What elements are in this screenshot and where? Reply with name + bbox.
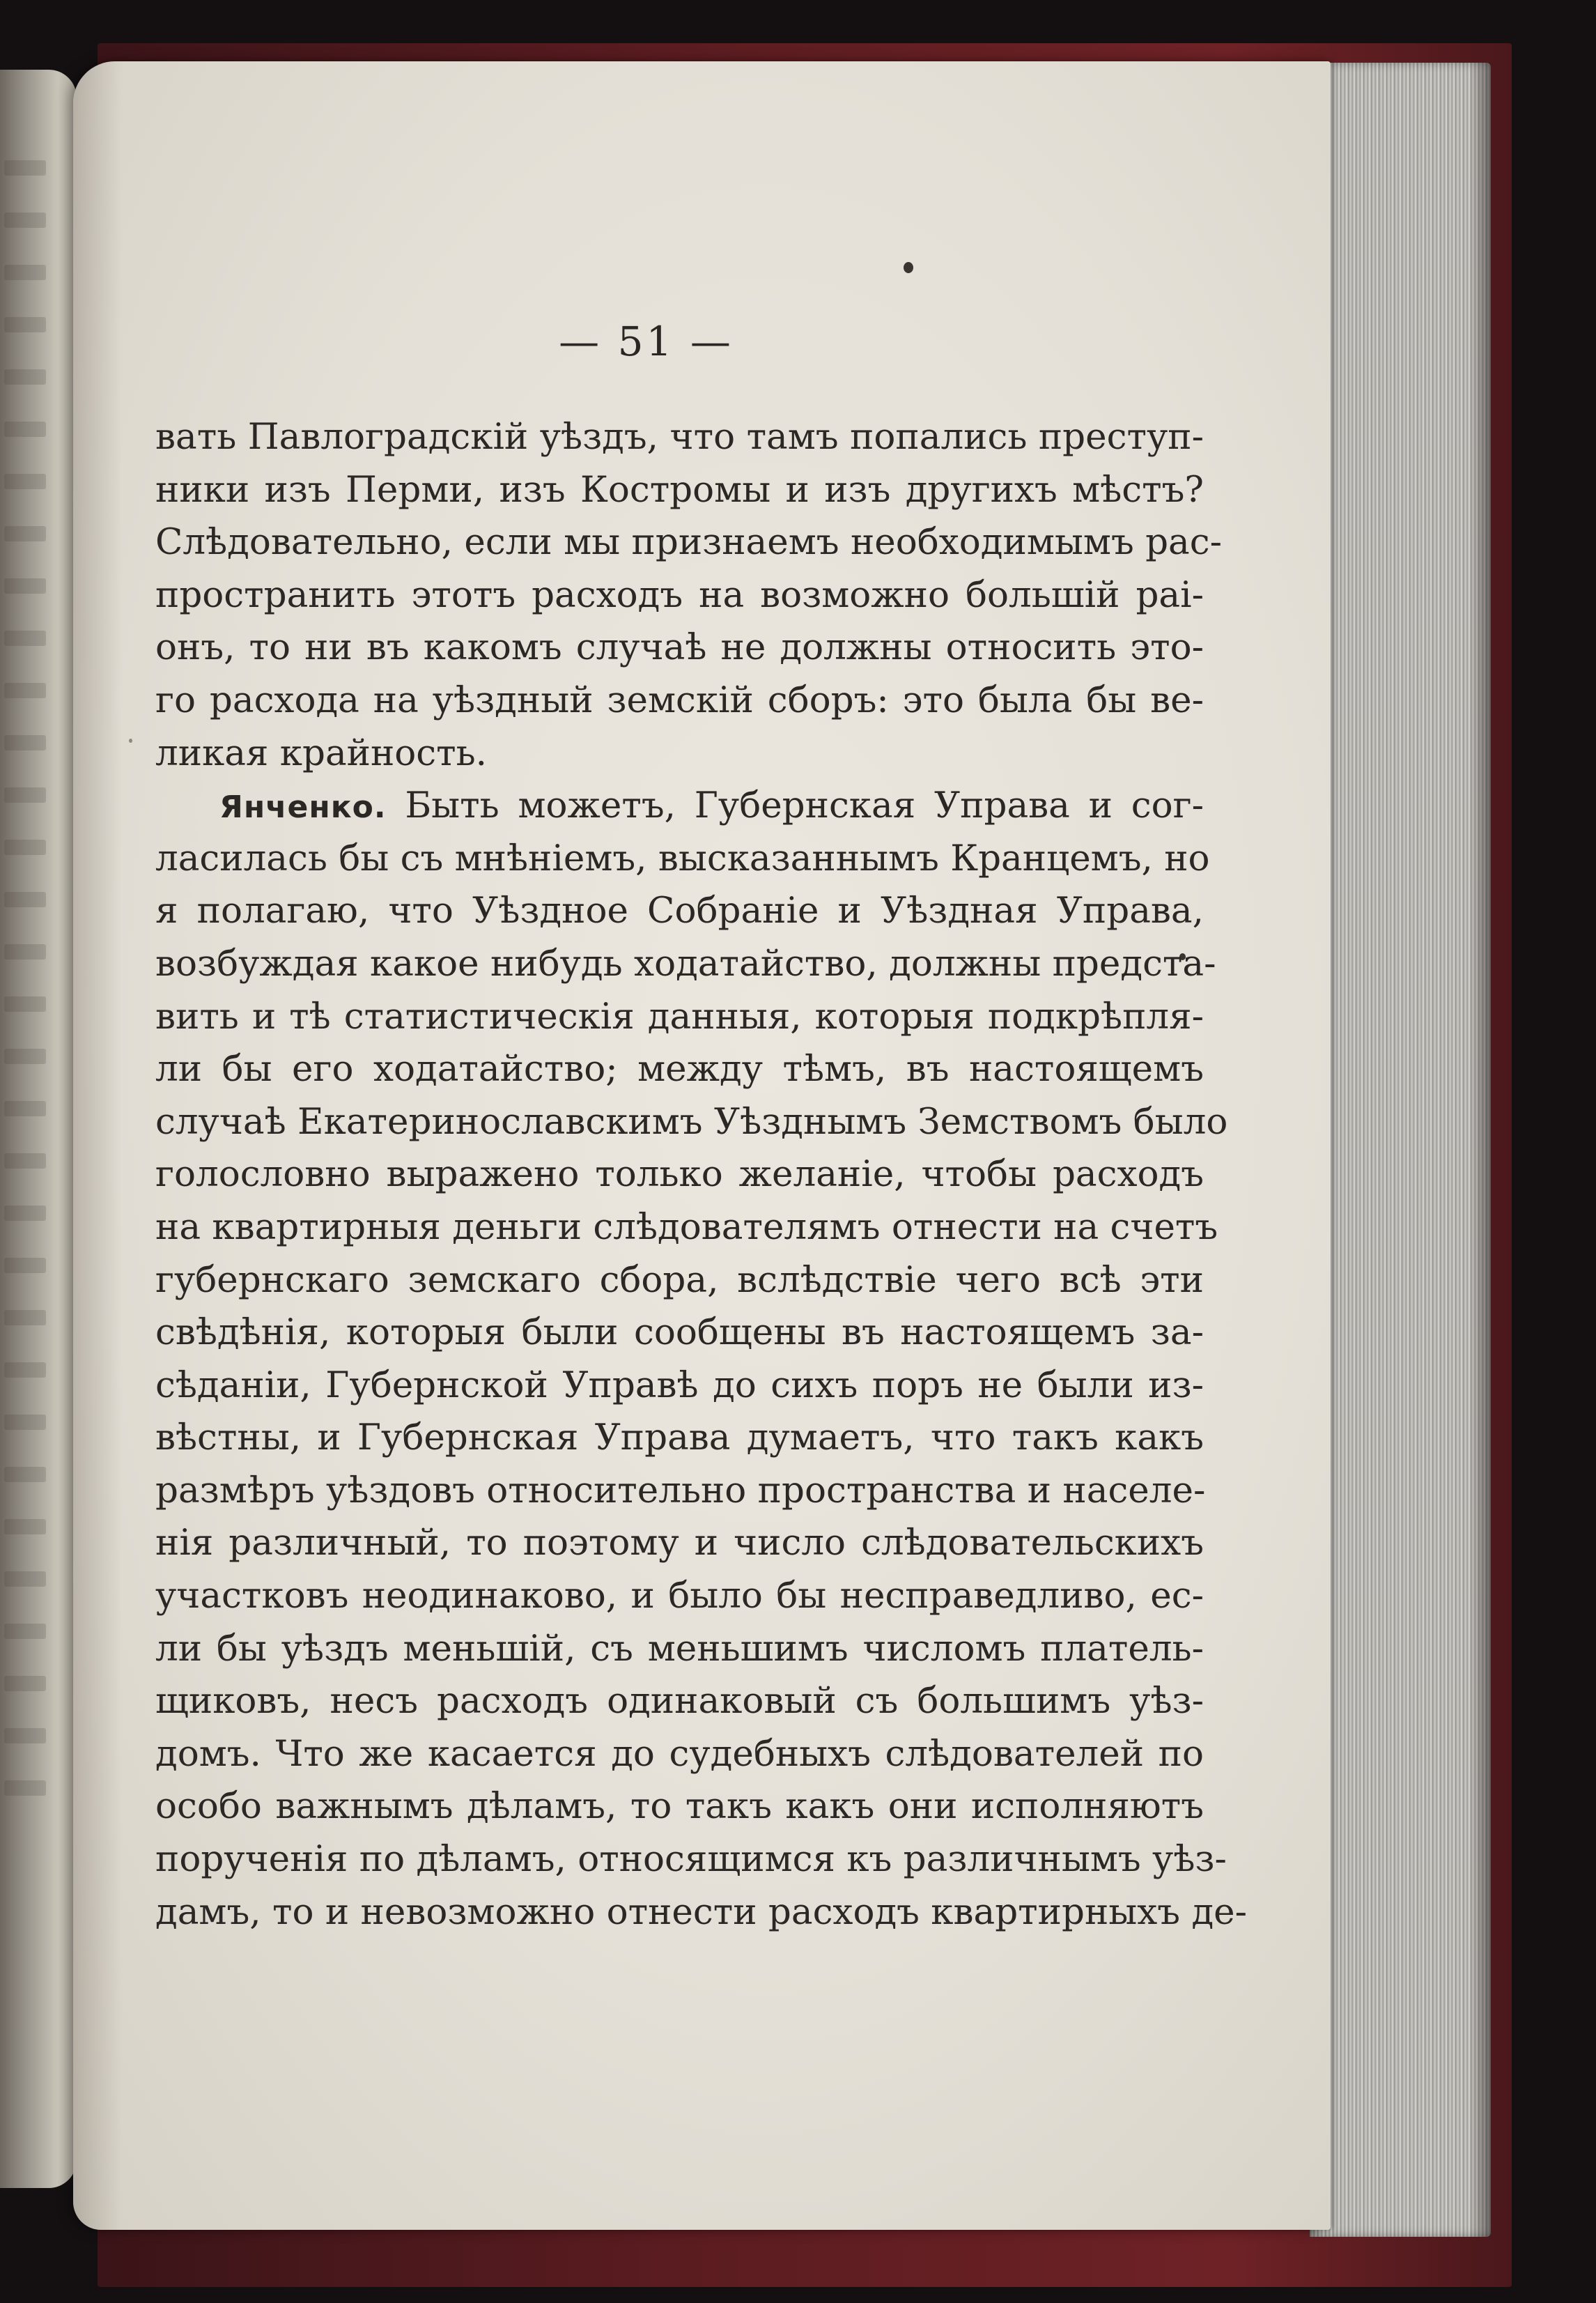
text-line: вать Павлоградскій уѣздъ, что тамъ попались преступ- bbox=[155, 416, 1204, 458]
ink-speck bbox=[129, 739, 132, 743]
text-run: Быть можетъ, Губернская Управа и сог- bbox=[405, 785, 1204, 827]
previous-page-edge bbox=[0, 70, 77, 2188]
text-line: домъ. Что же касается до судебныхъ слѣдователей по bbox=[155, 1732, 1204, 1775]
text-line: вить и тѣ статистическія данныя, которыя подкрѣпля- bbox=[155, 995, 1204, 1038]
text-line: на квартирныя деньги слѣдователямъ отнести на счетъ bbox=[155, 1206, 1218, 1248]
text-line: ники изъ Перми, изъ Костромы и изъ другихъ мѣстъ? bbox=[155, 468, 1204, 511]
text-line: размѣръ уѣздовъ относительно пространства и населе- bbox=[155, 1469, 1206, 1511]
page-body-text bbox=[155, 411, 1248, 1939]
paragraph bbox=[155, 780, 1248, 1939]
text-line: сѣданіи, Губернской Управѣ до сихъ поръ не были из- bbox=[155, 1364, 1204, 1406]
text-line: случаѣ Екатеринославскимъ Уѣзднымъ Земствомъ было bbox=[155, 1100, 1228, 1143]
text-line: пространить этотъ расходъ на возможно большій раі- bbox=[155, 573, 1204, 616]
text-line: нія различный, то поэтому и число слѣдовательскихъ bbox=[155, 1522, 1204, 1564]
text-line: го расхода на уѣздный земскій сборъ: это была бы ве- bbox=[155, 679, 1204, 721]
text-line: ли бы его ходатайство; между тѣмъ, въ настоящемъ bbox=[155, 1048, 1204, 1091]
text-line: свѣдѣнія, которыя были сообщены въ настоящемъ за- bbox=[155, 1311, 1204, 1354]
book-page bbox=[73, 61, 1331, 2230]
text-line: онъ, то ни въ какомъ случаѣ не должны относить это- bbox=[155, 626, 1204, 669]
text-line: дамъ, то и невозможно отнести расходъ квартирныхъ де- bbox=[155, 1890, 1248, 1933]
speaker-name: Янченко. bbox=[219, 790, 387, 826]
text-line: ласилась бы съ мнѣніемъ, высказаннымъ Кранцемъ, но bbox=[155, 837, 1210, 879]
page-stack-fore-edge bbox=[1310, 63, 1491, 2237]
text-line: вѣстны, и Губернская Управа думаетъ, что такъ какъ bbox=[155, 1417, 1204, 1459]
paragraph bbox=[155, 411, 1222, 780]
text-line: порученія по дѣламъ, относящимся къ различнымъ уѣз- bbox=[155, 1838, 1227, 1881]
text-line: губернскаго земскаго сбора, вслѣдствіе чего всѣ эти bbox=[155, 1258, 1204, 1301]
text-line: возбуждая какое нибудь ходатайство, должны предста- bbox=[155, 942, 1216, 985]
text-line: Слѣдовательно, если мы признаемъ необходимымъ рас- bbox=[155, 521, 1222, 564]
text-line: ликая крайность. bbox=[155, 732, 488, 774]
text-line: особо важнымъ дѣламъ, то такъ какъ они исполняютъ bbox=[155, 1785, 1204, 1828]
page-number: — 51 — bbox=[559, 318, 734, 365]
ink-speck bbox=[904, 262, 913, 273]
text-line: участковъ неодинаково, и было бы несправедливо, ес- bbox=[155, 1575, 1204, 1617]
text-line: ли бы уѣздъ меньшій, съ меньшимъ числомъ платель- bbox=[155, 1627, 1204, 1670]
text-line: голословно выражено только желаніе, чтобы расходъ bbox=[155, 1153, 1204, 1196]
text-line: щиковъ, несъ расходъ одинаковый съ большимъ уѣз- bbox=[155, 1680, 1204, 1723]
text-line bbox=[155, 780, 1204, 833]
text-line: я полагаю, что Уѣздное Собраніе и Уѣздная Управа, bbox=[155, 890, 1204, 932]
